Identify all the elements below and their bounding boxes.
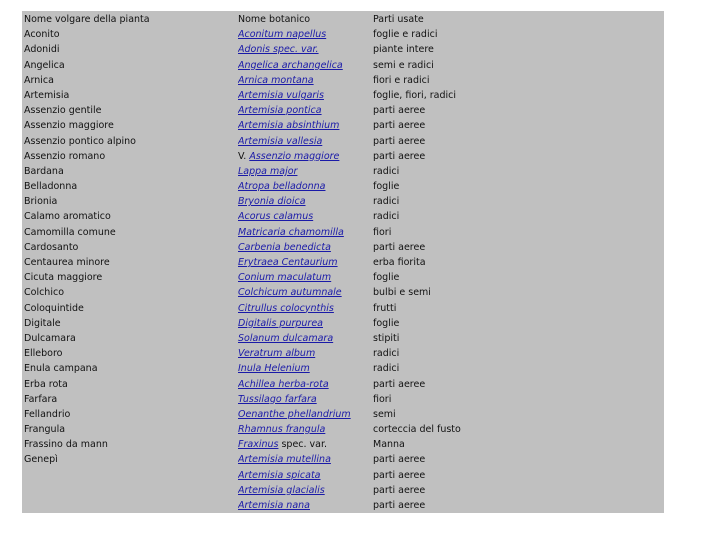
botanical-name-cell: [238, 316, 370, 331]
common-name-cell: Enula campana: [24, 363, 98, 375]
header-parts-used: Parti usate: [373, 14, 424, 25]
common-name-cell: Frassino da mann: [24, 439, 108, 451]
common-name-cell: Calamo aromatico: [24, 211, 111, 223]
common-name-cell: Dulcamara: [24, 332, 76, 344]
parts-used-cell: erba fiorita: [373, 257, 426, 268]
parts-used-cell: radici: [373, 211, 400, 223]
botanical-name-link[interactable]: Erytraea Centaurium: [238, 257, 338, 268]
botanical-name-link[interactable]: Achillea herba-rota: [238, 378, 329, 390]
parts-used-cell: parti aeree: [373, 454, 426, 466]
common-name-cell: Centaurea minore: [24, 257, 110, 268]
parts-used-cell: parti aeree: [373, 135, 426, 147]
botanical-name-cell: [238, 331, 370, 346]
botanical-name-cell: [238, 42, 370, 57]
common-name-cell: Assenzio romano: [24, 150, 106, 162]
parts-used-cell: foglie e radici: [373, 29, 438, 41]
botanical-name-cell: [238, 377, 370, 392]
parts-used-cell: radici: [373, 165, 400, 177]
botanical-name-link[interactable]: Matricaria chamomilla: [238, 226, 344, 238]
common-name-cell: Assenzio gentile: [24, 105, 102, 117]
parts-used-cell: parti aeree: [373, 105, 426, 117]
botanical-name-cell: [238, 361, 370, 376]
botanical-name-link[interactable]: Oenanthe phellandrium: [238, 408, 351, 420]
parts-used-cell: foglie, fiori, radici: [373, 89, 456, 101]
parts-used-cell: radici: [373, 196, 400, 208]
parts-used-cell: parti aeree: [373, 469, 426, 481]
botanical-name-link[interactable]: Aconitum napellus: [238, 29, 327, 41]
parts-used-cell: semi e radici: [373, 59, 434, 71]
botanical-name-cell: [238, 498, 370, 513]
plant-table: [22, 11, 664, 513]
botanical-name-cell: [238, 468, 370, 483]
botanical-name-link[interactable]: Adonis spec. var.: [238, 44, 319, 56]
common-name-cell: Assenzio pontico alpino: [24, 135, 136, 147]
parts-used-cell: parti aeree: [373, 500, 426, 511]
parts-used-cell: piante intere: [373, 44, 434, 56]
botanical-name-link[interactable]: Lappa major: [238, 165, 298, 177]
botanical-name-cell: [238, 452, 370, 467]
botanical-name-link[interactable]: Artemisia spicata: [238, 469, 321, 481]
common-name-cell: Digitale: [24, 317, 61, 329]
botanical-name-cell: [238, 301, 370, 316]
botanical-name-link[interactable]: Tussilago farfara: [238, 393, 317, 405]
header-common-name: Nome volgare della pianta: [24, 14, 150, 25]
botanical-name-cell: [238, 27, 370, 42]
parts-used-cell: radici: [373, 348, 400, 360]
botanical-name-cell: [238, 422, 370, 437]
botanical-name-link[interactable]: Citrullus colocynthis: [238, 302, 334, 314]
common-name-cell: Frangula: [24, 424, 66, 436]
botanical-name-cell: [238, 209, 370, 224]
botanical-name-link[interactable]: Artemisia mutellina: [238, 454, 331, 466]
botanical-name-cell: [238, 73, 370, 88]
parts-used-cell: foglie: [373, 317, 400, 329]
parts-used-cell: Manna: [373, 439, 405, 451]
botanical-name-link[interactable]: Bryonia dioica: [238, 196, 306, 208]
common-name-cell: Brionia: [24, 196, 58, 208]
common-name-cell: Bardana: [24, 165, 64, 177]
botanical-name-link[interactable]: Veratrum album: [238, 348, 316, 360]
common-name-cell: Erba rota: [24, 378, 68, 390]
botanical-name-link[interactable]: Acorus calamus: [238, 211, 314, 223]
botanical-name-link[interactable]: Carbenia benedicta: [238, 241, 331, 253]
common-name-cell: Farfara: [24, 393, 58, 405]
botanical-name-link[interactable]: Artemisia absinthium: [238, 120, 340, 132]
common-name-cell: Fellandrio: [24, 408, 71, 420]
botanical-name-link[interactable]: Artemisia glacialis: [238, 484, 325, 496]
parts-used-cell: parti aeree: [373, 150, 426, 162]
parts-used-cell: parti aeree: [373, 120, 426, 132]
common-name-cell: Arnica: [24, 74, 54, 86]
parts-used-cell: frutti: [373, 302, 397, 314]
parts-used-cell: fiori e radici: [373, 74, 430, 86]
botanical-name-cell: [238, 134, 370, 149]
parts-used-cell: corteccia del fusto: [373, 424, 461, 436]
botanical-name-link[interactable]: Solanum dulcamara: [238, 332, 334, 344]
common-name-cell: Cicuta maggiore: [24, 272, 103, 284]
common-name-cell: Colchico: [24, 287, 65, 299]
common-name-column: [24, 12, 234, 468]
parts-used-cell: fiori: [373, 393, 392, 405]
header-botanical-name: Nome botanico: [238, 14, 311, 25]
botanical-name-cell: [238, 240, 370, 255]
botanical-name-cell: [238, 118, 370, 133]
botanical-name-link[interactable]: Artemisia vulgaris: [238, 89, 324, 101]
botanical-name-cell: [238, 407, 370, 422]
parts-used-cell: parti aeree: [373, 378, 426, 390]
parts-used-cell: parti aeree: [373, 484, 426, 496]
common-name-cell: Elleboro: [24, 348, 63, 360]
botanical-name-link[interactable]: Rhamnus frangula: [238, 424, 326, 436]
parts-used-cell: foglie: [373, 181, 400, 193]
botanical-name-cell: [238, 164, 370, 179]
botanical-name-cell: [238, 194, 370, 209]
botanical-name-link[interactable]: Arnica montana: [238, 74, 314, 86]
botanical-name-cell: [238, 103, 370, 118]
botanical-name-link[interactable]: Atropa belladonna: [238, 181, 326, 193]
botanical-name-link[interactable]: Artemisia vallesia: [238, 135, 323, 147]
botanical-name-cell: [238, 392, 370, 407]
botanical-name-link[interactable]: Inula Helenium: [238, 363, 310, 375]
parts-used-cell: foglie: [373, 272, 400, 284]
botanical-name-link[interactable]: Artemisia nana: [238, 500, 310, 511]
common-name-cell: Coloquintide: [24, 302, 84, 314]
botanical-name-cell: [238, 346, 370, 361]
botanical-name-cell: [238, 255, 370, 270]
botanical-name-link[interactable]: Angelica archangelica: [238, 59, 343, 71]
botanical-name-column: [238, 12, 370, 513]
common-name-cell: Adonidi: [24, 44, 60, 56]
botanical-prefix: V.: [238, 150, 250, 162]
parts-used-cell: parti aeree: [373, 241, 426, 253]
botanical-suffix: spec. var.: [278, 439, 328, 451]
common-name-cell: Cardosanto: [24, 241, 79, 253]
botanical-name-cell: [238, 225, 370, 240]
botanical-name-cell: [238, 149, 370, 164]
common-name-cell: Aconito: [24, 29, 60, 41]
botanical-name-cell: [238, 270, 370, 285]
botanical-name-cell: [238, 88, 370, 103]
botanical-name-cell: [238, 179, 370, 194]
common-name-cell: Belladonna: [24, 181, 78, 193]
parts-used-cell: radici: [373, 363, 400, 375]
botanical-name-link[interactable]: Assenzio maggiore: [249, 150, 340, 162]
parts-used-cell: bulbi e semi: [373, 287, 431, 299]
botanical-name-link[interactable]: Digitalis purpurea: [238, 317, 323, 329]
botanical-name-link[interactable]: Conium maculatum: [238, 272, 332, 284]
botanical-name-cell: [238, 483, 370, 498]
botanical-name-link[interactable]: Colchicum autumnale: [238, 287, 342, 299]
common-name-cell: Assenzio maggiore: [24, 120, 114, 132]
common-name-cell: Artemisia: [24, 89, 70, 101]
botanical-name-cell: [238, 437, 370, 452]
parts-used-column: [373, 12, 663, 513]
botanical-name-link[interactable]: Artemisia pontica: [238, 105, 322, 117]
botanical-name-link[interactable]: Fraxinus: [238, 439, 279, 451]
common-name-cell: Genepì: [24, 454, 58, 466]
parts-used-cell: stipiti: [373, 332, 400, 344]
parts-used-cell: semi: [373, 408, 396, 420]
botanical-name-cell: [238, 58, 370, 73]
common-name-cell: Angelica: [24, 59, 65, 71]
parts-used-cell: fiori: [373, 226, 392, 238]
botanical-name-cell: [238, 285, 370, 300]
common-name-cell: Camomilla comune: [24, 226, 116, 238]
